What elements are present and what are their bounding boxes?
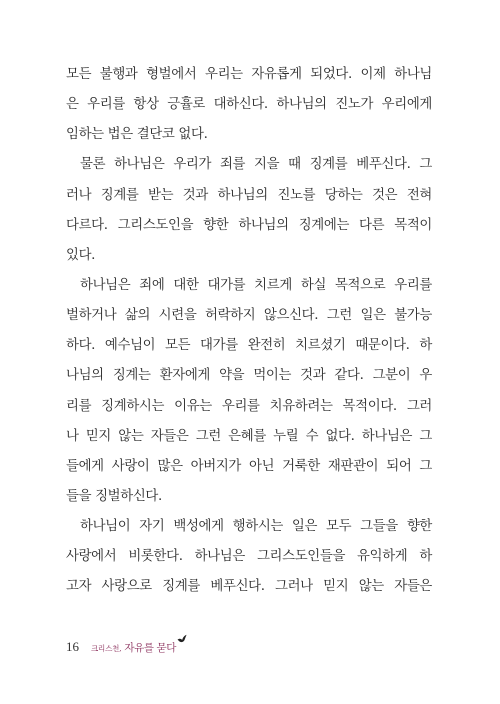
- page-number: 16: [66, 639, 79, 654]
- series-label: 크리스천,: [91, 644, 122, 653]
- text-line: 들에게 사랑이 많은 아버지가 아닌 거룩한 재판관이 되어 그: [66, 458, 432, 474]
- text-line: 하나님이 자기 백성에게 행하시는 일은 모두 그들을 향한: [80, 519, 432, 535]
- text-line: 사랑에서 비롯한다. 하나님은 그리스도인들을 유익하게 하: [66, 549, 432, 565]
- text-line: 하나님은 죄에 대한 대가를 치르게 하실 목적으로 우리를: [80, 277, 432, 293]
- page-footer: [66, 636, 187, 654]
- body-text: [66, 60, 432, 603]
- text-line: 물론 하나님은 우리가 죄를 지을 때 징계를 베푸신다. 그: [80, 157, 432, 173]
- bird-icon: [177, 628, 187, 637]
- text-line: 모든 불행과 형벌에서 우리는 자유롭게 되었다. 이제 하나님: [66, 67, 432, 82]
- text-line: 들을 징벌하신다.: [66, 488, 162, 504]
- text-line: 다르다. 그리스도인을 향한 하나님의 징계에는 다른 목적이: [66, 217, 432, 233]
- book-title: 자유를 묻다: [124, 642, 177, 654]
- text-line: 은 우리를 항상 긍휼로 대하신다. 하나님의 진노가 우리에게: [66, 97, 432, 113]
- text-line: 나 믿지 않는 자들은 그런 은혜를 누릴 수 없다. 하나님은 그: [66, 428, 432, 444]
- text-line: 나님의 징계는 환자에게 약을 먹이는 것과 같다. 그분이 우: [66, 368, 432, 384]
- text-line: 하다. 예수님이 모든 대가를 완전히 치르셨기 때문이다. 하: [66, 338, 432, 354]
- text-line: 리를 징계하시는 이유는 우리를 치유하려는 목적이다. 그러: [66, 398, 432, 414]
- text-line: 고자 사랑으로 징계를 베푸신다. 그러나 믿지 않는 자들은: [66, 579, 432, 595]
- text-line: 임하는 법은 결단코 없다.: [66, 127, 208, 143]
- text-line: 벌하거나 삶의 시련을 허락하지 않으신다. 그런 일은 불가능: [66, 308, 432, 324]
- text-line: 있다.: [66, 247, 96, 263]
- text-line: 러나 징계를 받는 것과 하나님의 진노를 당하는 것은 전혀: [66, 187, 432, 203]
